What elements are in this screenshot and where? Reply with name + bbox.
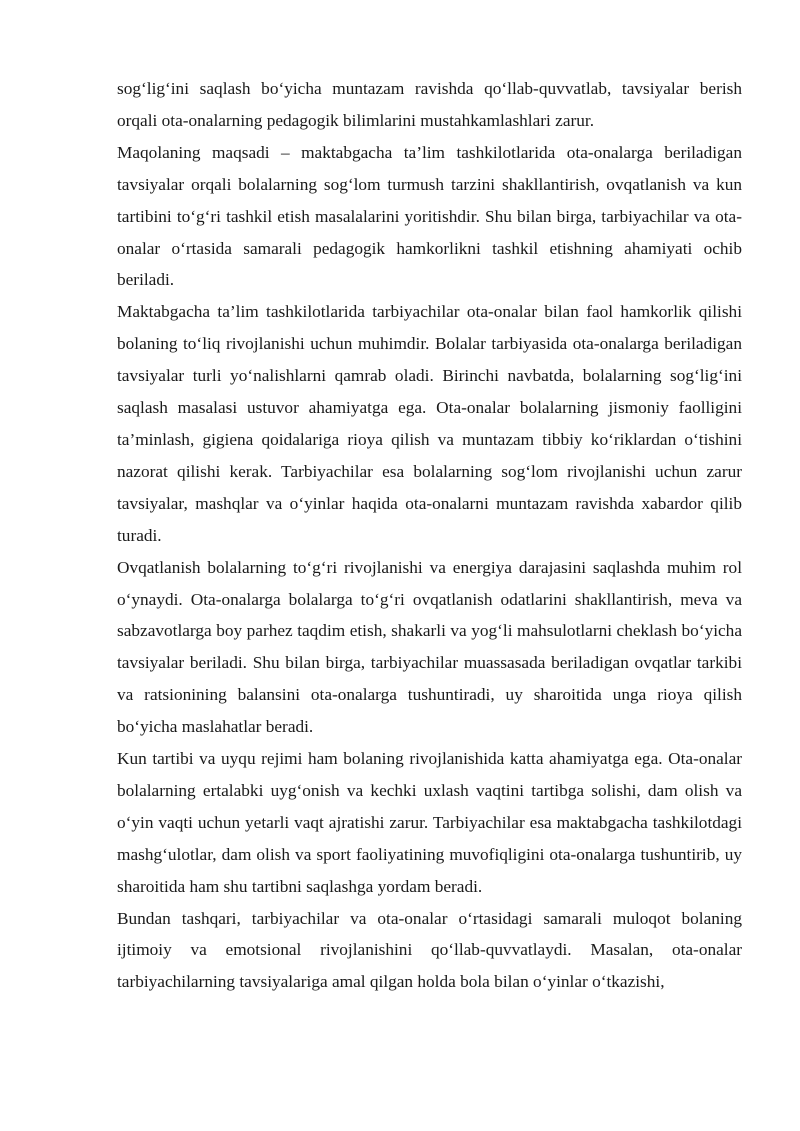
- paragraph-1: sog‘lig‘ini saqlash bo‘yicha muntazam ravishda qo‘llab-quvvatlab, tavsiyalar berish orqali ota-onalarning pedagogik bilimlarini mustahkamlashlari zarur.: [117, 79, 742, 130]
- document-page: [117, 73, 742, 998]
- paragraph-6: Bundan tashqari, tarbiyachilar va ota-onalar o‘rtasidagi samarali muloqot bolaning ijtimoiy va emotsional rivojlanishini qo‘llab-quvvatlaydi. Masalan, ota-onalar tarbiyachilarning tavsiyalariga amal qilgan holda bola bilan o‘yinlar o‘tkazishi,: [117, 908, 742, 992]
- paragraph-5: Kun tartibi va uyqu rejimi ham bolaning rivojlanishida katta ahamiyatga ega. Ota-onalar bolalarning ertalabki uyg‘onish va kechki uxlash vaqtini tartibga solishi, dam olish va o‘yin vaqti uchun yetarli vaqt ajratishi zarur. Tarbiyachilar esa maktabgacha tashkilotdagi mashg‘ulotlar, dam olish va sport faoliyatining muvofiqligini ota-onalarga tushuntirib, uy sharoitida ham shu tartibni saqlashga yordam beradi.: [117, 749, 742, 896]
- paragraph-3: Maktabgacha ta’lim tashkilotlarida tarbiyachilar ota-onalar bilan faol hamkorlik qilishi bolaning to‘liq rivojlanishi uchun muhimdir. Bolalar tarbiyasida ota-onalarga beriladigan tavsiyalar turli yo‘nalishlarni qamrab oladi. Birinchi navbatda, bolalarning sog‘lig‘ini saqlash masalasi ustuvor ahamiyatga ega. Ota-onalar bolalarning jismoniy faolligini ta’minlash, gigiena qoidalariga rioya qilish va muntazam tibbiy ko‘riklardan o‘tishini nazorat qilishi kerak. Tarbiyachilar esa bolalarning sog‘lom rivojlanishi uchun zarur tavsiyalar, mashqlar va o‘yinlar haqida ota-onalarni muntazam ravishda xabardor qilib turadi.: [117, 302, 742, 545]
- paragraph-4: Ovqatlanish bolalarning to‘g‘ri rivojlanishi va energiya darajasini saqlashda muhim rol o‘ynaydi. Ota-onalarga bolalarga to‘g‘ri ovqatlanish odatlarini shakllantirish, meva va sabzavotlarga boy parhez taqdim etish, shakarli va yog‘li mahsulotlarni cheklash bo‘yicha tavsiyalar beriladi. Shu bilan birga, tarbiyachilar muassasada beriladigan ovqatlar tarkibi va ratsionining balansini ota-onalarga tushuntiradi, uy sharoitida unga rioya qilish bo‘yicha maslahatlar beradi.: [117, 557, 742, 737]
- paragraph-2: Maqolaning maqsadi – maktabgacha ta’lim tashkilotlarida ota-onalarga beriladigan tavsiyalar orqali bolalarning sog‘lom turmush tarzini shakllantirish, ovqatlanish va kun tartibini to‘g‘ri tashkil etish masalalarini yoritishdir. Shu bilan birga, tarbiyachilar va ota-onalar o‘rtasida samarali pedagogik hamkorlikni tashkil etishning ahamiyati ochib beriladi.: [117, 142, 742, 290]
